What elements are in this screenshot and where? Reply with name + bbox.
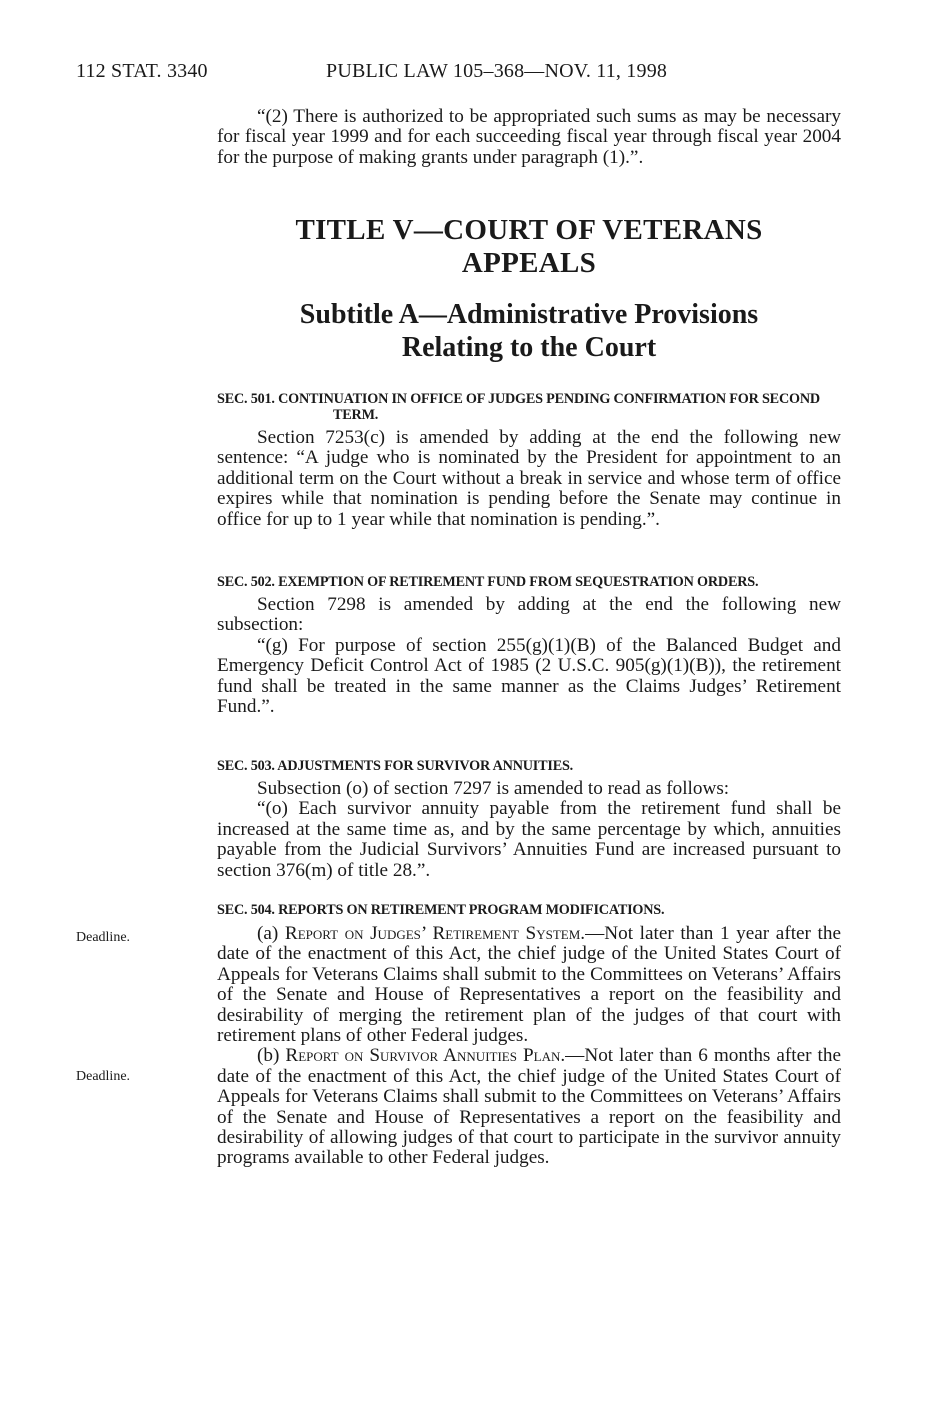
- subsection-label: (a): [257, 923, 285, 944]
- margin-note-deadline: Deadline.: [76, 1069, 131, 1084]
- section-heading: SEC. 502. EXEMPTION OF RETIREMENT FUND FROM SEQUESTRATION ORDERS.: [217, 574, 759, 590]
- section-504: [217, 902, 841, 1169]
- subsection-caption: Report on Survivor Annuities Plan.: [285, 1045, 566, 1067]
- section-paragraph: “(o) Each survivor annuity payable from the retirement fund shall be increased at the same time as, and by the same percentage by which, annuities payable from the Judicial Survivors’ Annuities Fund are increased pursuant to section 376(m) of title 28.”.: [217, 798, 841, 881]
- title-line-1: TITLE V—COURT OF VETERANS: [295, 214, 763, 246]
- section-paragraph: Subsection (o) of section 7297 is amended to read as follows:: [257, 778, 730, 799]
- section-paragraph: Section 7298 is amended by adding at the end the following new subsection:: [217, 594, 841, 636]
- subsection-text: —Not later than 1 year after the date of the enactment of this Act, the chief judge of the United States Court of Appeals for Veterans Claims shall submit to the Committees on Veterans’ Affairs of the Senate and House of Representatives a report on the feasibility and desirability of merging the retirement plan of the judges of that court with retirement plans of other Federal judges.: [217, 923, 841, 1047]
- section-heading: SEC. 503. ADJUSTMENTS FOR SURVIVOR ANNUITIES.: [217, 758, 574, 774]
- section-502: [217, 574, 841, 717]
- subtitle-line-2: Relating to the Court: [401, 332, 657, 363]
- section-501: [217, 391, 841, 530]
- subsection-caption: Report on Judges’ Retirement System.: [284, 923, 586, 944]
- section-heading: SEC. 504. REPORTS ON RETIREMENT PROGRAM MODIFICATIONS.: [217, 902, 665, 918]
- intro-block: [217, 107, 841, 168]
- subsection-label: (b): [257, 1045, 286, 1067]
- section-503: [217, 758, 841, 881]
- intro-paragraph: “(2) There is authorized to be appropriated such sums as may be necessary for fiscal year 1999 and for each succeeding fiscal year through fiscal year 2004 for the purpose of making grants under paragraph (1).”.: [217, 106, 841, 168]
- title-line-2: APPEALS: [461, 247, 597, 279]
- subsection-text: —Not later than 6 months after the date of the enactment of this Act, the chief judge of the United States Court of Appeals for Veterans Claims shall submit to the Committees on Veterans’ Affairs of the Senate and House of Representatives a report on the feasibility and desirability of allowing judges of that court to participate in the survivor annuity programs available to other Federal judges.: [217, 1045, 841, 1169]
- subsection-a: [217, 924, 841, 1046]
- section-heading: SEC. 501. CONTINUATION IN OFFICE OF JUDGES PENDING CONFIRMATION FOR SECOND TERM.: [217, 391, 820, 423]
- section-paragraph: Section 7253(c) is amended by adding at the end the following new sentence: “A judge who is nominated by the President for appointment to an additional term on the Court without a break in service and whose term of office expires while that nomination is pending before the Senate may continue in office for up to 1 year while that nomination is pending.”.: [217, 427, 841, 530]
- section-paragraph: “(g) For purpose of section 255(g)(1)(B) of the Balanced Budget and Emergency Deficit Control Act of 1985 (2 U.S.C. 905(g)(1)(B)), the retirement fund shall be treated in the same manner as the Claims Judges’ Retirement Fund.”.: [217, 634, 841, 718]
- subtitle-line-1: Subtitle A—Administrative Provisions: [299, 299, 759, 330]
- stat-page-number: 112 STAT. 3340: [76, 60, 208, 82]
- public-law-title: PUBLIC LAW 105–368—NOV. 11, 1998: [326, 60, 668, 82]
- margin-note-deadline: Deadline.: [76, 930, 131, 945]
- subtitle-block: [217, 298, 841, 364]
- title-block: [217, 214, 841, 280]
- subsection-b: [217, 1046, 841, 1168]
